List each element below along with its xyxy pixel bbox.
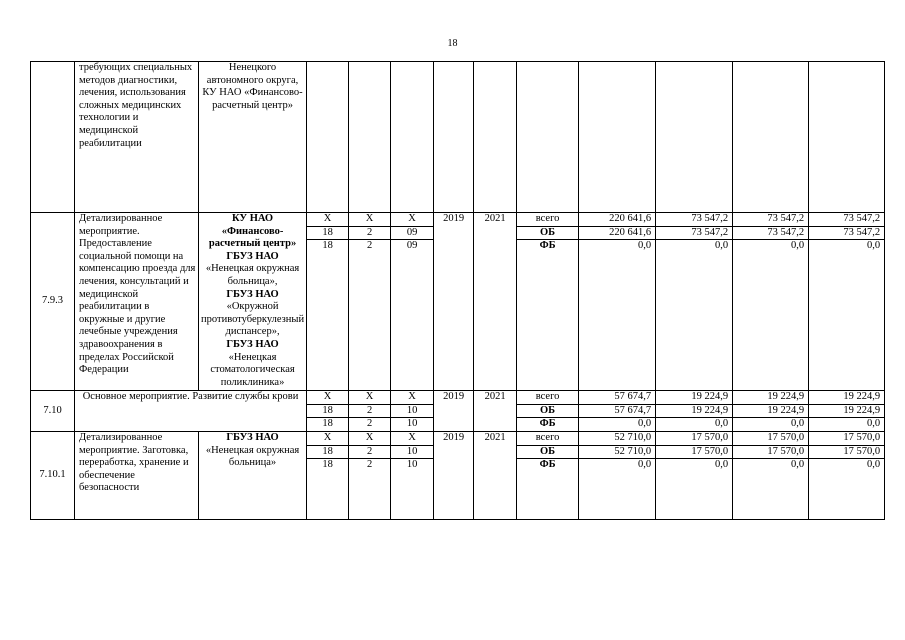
code-cell: 7.9.3: [31, 213, 75, 391]
kbk-cell: 18: [307, 404, 349, 418]
amount-cell: 0,0: [656, 240, 733, 391]
executor-cell: [199, 213, 307, 391]
kbk-cell: Х: [307, 391, 349, 405]
kbk-cell: Х: [391, 391, 434, 405]
amount-cell: 73 547,2: [656, 226, 733, 240]
kbk-cell: Х: [307, 213, 349, 227]
name-cell: требующих специальных методов диагностики, лечения, использования сложных медицинских технологии и медицинской реабилитации: [75, 62, 199, 213]
executor-org: ГБУЗ НАО: [226, 250, 279, 262]
source-cell: всего: [517, 431, 579, 445]
source-cell: всего: [517, 391, 579, 405]
amount-cell: 52 710,0: [579, 431, 656, 445]
amount-cell: 0,0: [733, 418, 809, 432]
source-cell: ОБ: [517, 226, 579, 240]
executor-org: ГБУЗ НАО: [226, 431, 279, 443]
kbk-cell: 18: [307, 240, 349, 391]
amount-cell: 17 570,0: [809, 445, 885, 459]
source-cell: всего: [517, 213, 579, 227]
amount-cell: 0,0: [809, 240, 885, 391]
amount-cell: 19 224,9: [809, 404, 885, 418]
source-cell: ОБ: [517, 404, 579, 418]
kbk-cell: 09: [391, 226, 434, 240]
name-cell: Основное мероприятие. Развитие службы крови: [75, 391, 307, 432]
amount-cell: 19 224,9: [809, 391, 885, 405]
kbk-cell: Х: [391, 431, 434, 445]
kbk-cell: 18: [307, 418, 349, 432]
kbk-cell: 2: [349, 418, 391, 432]
kbk-cell: 2: [349, 226, 391, 240]
kbk-cell: 18: [307, 445, 349, 459]
start-year: 2019: [434, 391, 474, 432]
amount-cell: 0,0: [809, 459, 885, 520]
name-cell: Детализированное мероприятие. Предоставление социальной помощи на компенсацию проезда для лечения, консультаций и медицинской реабилитации в окружные и другие лечебные учреждения здравоохранения в пределах Российской Федерации: [75, 213, 199, 391]
amount-cell: 19 224,9: [733, 391, 809, 405]
amount-cell: 17 570,0: [733, 445, 809, 459]
executor-org: КУ НАО «Финансово-расчетный центр»: [208, 213, 297, 250]
kbk-cell: 18: [307, 226, 349, 240]
amount-cell: 0,0: [733, 240, 809, 391]
kbk-cell: 10: [391, 445, 434, 459]
kbk-cell: 10: [391, 459, 434, 520]
table-row: [31, 62, 885, 213]
kbk-cell: Х: [307, 431, 349, 445]
amount-cell: 0,0: [733, 459, 809, 520]
amount-cell: 73 547,2: [809, 213, 885, 227]
amount-cell: 57 674,7: [579, 391, 656, 405]
source-cell: ФБ: [517, 459, 579, 520]
executor-org: «Ненецкая окружная больница»,: [205, 263, 300, 287]
executor-org: ГБУЗ НАО: [226, 338, 279, 350]
executor-org: «Ненецкая стоматологическая поликлиника»: [210, 351, 295, 388]
amount-cell: 19 224,9: [656, 391, 733, 405]
kbk-cell: 2: [349, 404, 391, 418]
code-cell: 7.10: [31, 391, 75, 432]
amount-cell: 0,0: [656, 459, 733, 520]
amount-cell: 73 547,2: [733, 213, 809, 227]
amount-cell: 0,0: [579, 459, 656, 520]
executor-cell: Ненецкого автономного округа, КУ НАО «Финансово-расчетный центр»: [199, 62, 307, 213]
kbk-cell: Х: [349, 391, 391, 405]
table-row: [31, 431, 885, 445]
executor-org: «Окружной противотуберкулезный диспансер»,: [201, 301, 305, 338]
amount-cell: 0,0: [579, 240, 656, 391]
executor-cell: [199, 431, 307, 519]
amount-cell: 19 224,9: [656, 404, 733, 418]
amount-cell: 0,0: [809, 418, 885, 432]
table-row: [31, 213, 885, 227]
amount-cell: 52 710,0: [579, 445, 656, 459]
amount-cell: 17 570,0: [656, 431, 733, 445]
source-cell: ФБ: [517, 418, 579, 432]
start-year: 2019: [434, 213, 474, 391]
kbk-cell: 10: [391, 404, 434, 418]
executor-org: ГБУЗ НАО: [226, 288, 279, 300]
kbk-cell: 2: [349, 240, 391, 391]
kbk-cell: Х: [391, 213, 434, 227]
kbk-cell: 2: [349, 445, 391, 459]
amount-cell: 220 641,6: [579, 213, 656, 227]
table-row: [31, 391, 885, 405]
start-year: 2019: [434, 431, 474, 519]
code-cell: 7.10.1: [31, 431, 75, 519]
amount-cell: 73 547,2: [656, 213, 733, 227]
code-cell: [31, 62, 75, 213]
amount-cell: 0,0: [579, 418, 656, 432]
kbk-cell: 2: [349, 459, 391, 520]
kbk-cell: 10: [391, 418, 434, 432]
amount-cell: 220 641,6: [579, 226, 656, 240]
amount-cell: 0,0: [656, 418, 733, 432]
kbk-cell: Х: [349, 431, 391, 445]
amount-cell: 19 224,9: [733, 404, 809, 418]
amount-cell: 17 570,0: [656, 445, 733, 459]
amount-cell: 17 570,0: [809, 431, 885, 445]
amount-cell: 17 570,0: [733, 431, 809, 445]
amount-cell: 73 547,2: [809, 226, 885, 240]
amount-cell: 73 547,2: [733, 226, 809, 240]
kbk-cell: 18: [307, 459, 349, 520]
name-cell: Детализированное мероприятие. Заготовка, переработка, хранение и обеспечение безопасности: [75, 431, 199, 519]
amount-cell: 57 674,7: [579, 404, 656, 418]
source-cell: ОБ: [517, 445, 579, 459]
kbk-cell: Х: [349, 213, 391, 227]
end-year: 2021: [474, 213, 517, 391]
page-number: 18: [447, 38, 458, 49]
kbk-cell: 09: [391, 240, 434, 391]
end-year: 2021: [474, 391, 517, 432]
executor-org: «Ненецкая окружная больница»: [205, 444, 300, 469]
program-table: [30, 61, 885, 520]
end-year: 2021: [474, 431, 517, 519]
source-cell: ФБ: [517, 240, 579, 391]
